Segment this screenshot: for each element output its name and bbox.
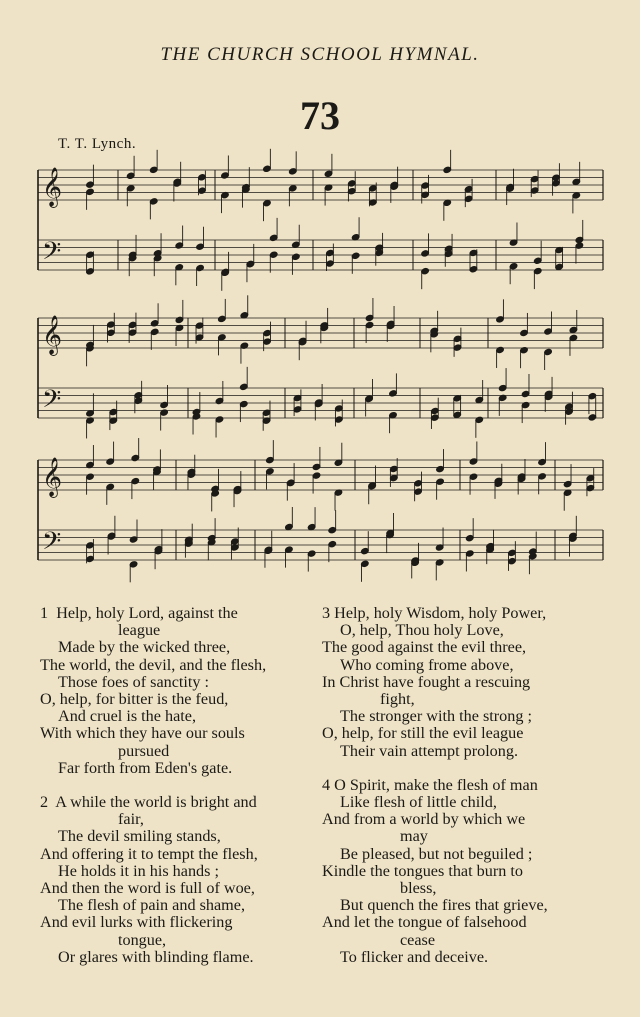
hymn-number: 73 — [300, 93, 340, 138]
verse-line: In Christ have fought a rescuing — [322, 672, 531, 691]
running-title: THE CHURCH SCHOOL HYMNAL. — [160, 44, 480, 65]
verse-line: With which they have our souls — [40, 724, 245, 743]
verse-line: The stronger with the strong ; — [340, 707, 532, 726]
verse-line: Or glares with blinding flame. — [58, 947, 254, 966]
verse-number: 2 — [40, 793, 49, 812]
verse-line: And from a world by which we — [322, 810, 526, 829]
treble-clef-icon: 𝄞 — [42, 315, 63, 355]
verse-line: Like flesh of little child, — [340, 793, 497, 812]
verse-number: 3 — [322, 604, 331, 622]
verse-line: bless, — [400, 879, 437, 898]
verse-line — [322, 605, 612, 622]
verse-line: But quench the fires that grieve, — [340, 896, 548, 915]
bass-clef-icon: 𝄢 — [42, 237, 62, 272]
verse-line — [322, 777, 612, 794]
verse-line: And let the tongue of falsehood — [322, 913, 527, 932]
verse-line: O, help, for still the evil league — [322, 724, 524, 743]
verse-line — [40, 605, 312, 622]
verse-3 — [322, 605, 612, 760]
verse-number: 1 — [40, 604, 49, 622]
verse-line: Made by the wicked three, — [58, 638, 231, 657]
verse-text: Help, holy Wisdom, holy Power, — [334, 604, 547, 622]
verse-line: Who coming frome above, — [340, 655, 514, 674]
verse-text: Help, holy Lord, against the — [56, 604, 238, 622]
verse-line: cease — [400, 930, 436, 949]
verse-text: O Spirit, make the flesh of man — [334, 775, 538, 794]
verse-line: The good against the evil three, — [322, 638, 527, 657]
bass-clef-icon: 𝄢 — [42, 385, 62, 420]
verse-line: league — [118, 621, 161, 640]
verse-line: The world, the devil, and the flesh, — [40, 655, 267, 674]
verse-line: Their vain attempt prolong. — [340, 741, 519, 760]
verse-line: And evil lurks with flickering — [40, 913, 233, 932]
verse-1 — [40, 605, 312, 777]
author-credit: T. T. Lynch. — [58, 136, 137, 152]
treble-clef-icon: 𝄞 — [42, 167, 63, 207]
verse-line: Be pleased, but not beguiled ; — [340, 844, 533, 863]
verse-line: Kindle the tongues that burn to — [322, 861, 523, 880]
verse-line: may — [400, 827, 428, 846]
verse-line: To flicker and deceive. — [340, 947, 489, 966]
bass-clef-icon: 𝄢 — [42, 527, 62, 562]
verse-line: And then the word is full of woe, — [40, 879, 255, 898]
verse-line: Those foes of sanctity : — [58, 672, 210, 691]
verse-line: Far forth from Eden's gate. — [58, 758, 233, 777]
verse-line: pursued — [118, 741, 170, 760]
verse-line: fair, — [118, 810, 144, 829]
verse-line: tongue, — [118, 930, 167, 949]
verses-right-column — [322, 605, 612, 983]
verse-2 — [40, 794, 312, 966]
verse-line: O, help, for bitter is the feud, — [40, 690, 229, 709]
verse-text: A while the world is bright and — [55, 793, 257, 812]
verse-4 — [322, 777, 612, 966]
verse-line: fight, — [380, 690, 415, 709]
verse-line: And cruel is the hate, — [58, 707, 196, 726]
treble-clef-icon: 𝄞 — [42, 457, 63, 497]
verse-line: And offering it to tempt the flesh, — [40, 844, 258, 863]
verse-number: 4 — [322, 775, 331, 794]
verses-left-column — [40, 605, 312, 983]
verse-line: He holds it in his hands ; — [58, 861, 219, 880]
verse-line: The devil smiling stands, — [58, 827, 221, 846]
verse-line: The flesh of pain and shame, — [58, 896, 245, 915]
verse-line — [40, 794, 312, 811]
verse-line: O, help, Thou holy Love, — [340, 621, 504, 640]
